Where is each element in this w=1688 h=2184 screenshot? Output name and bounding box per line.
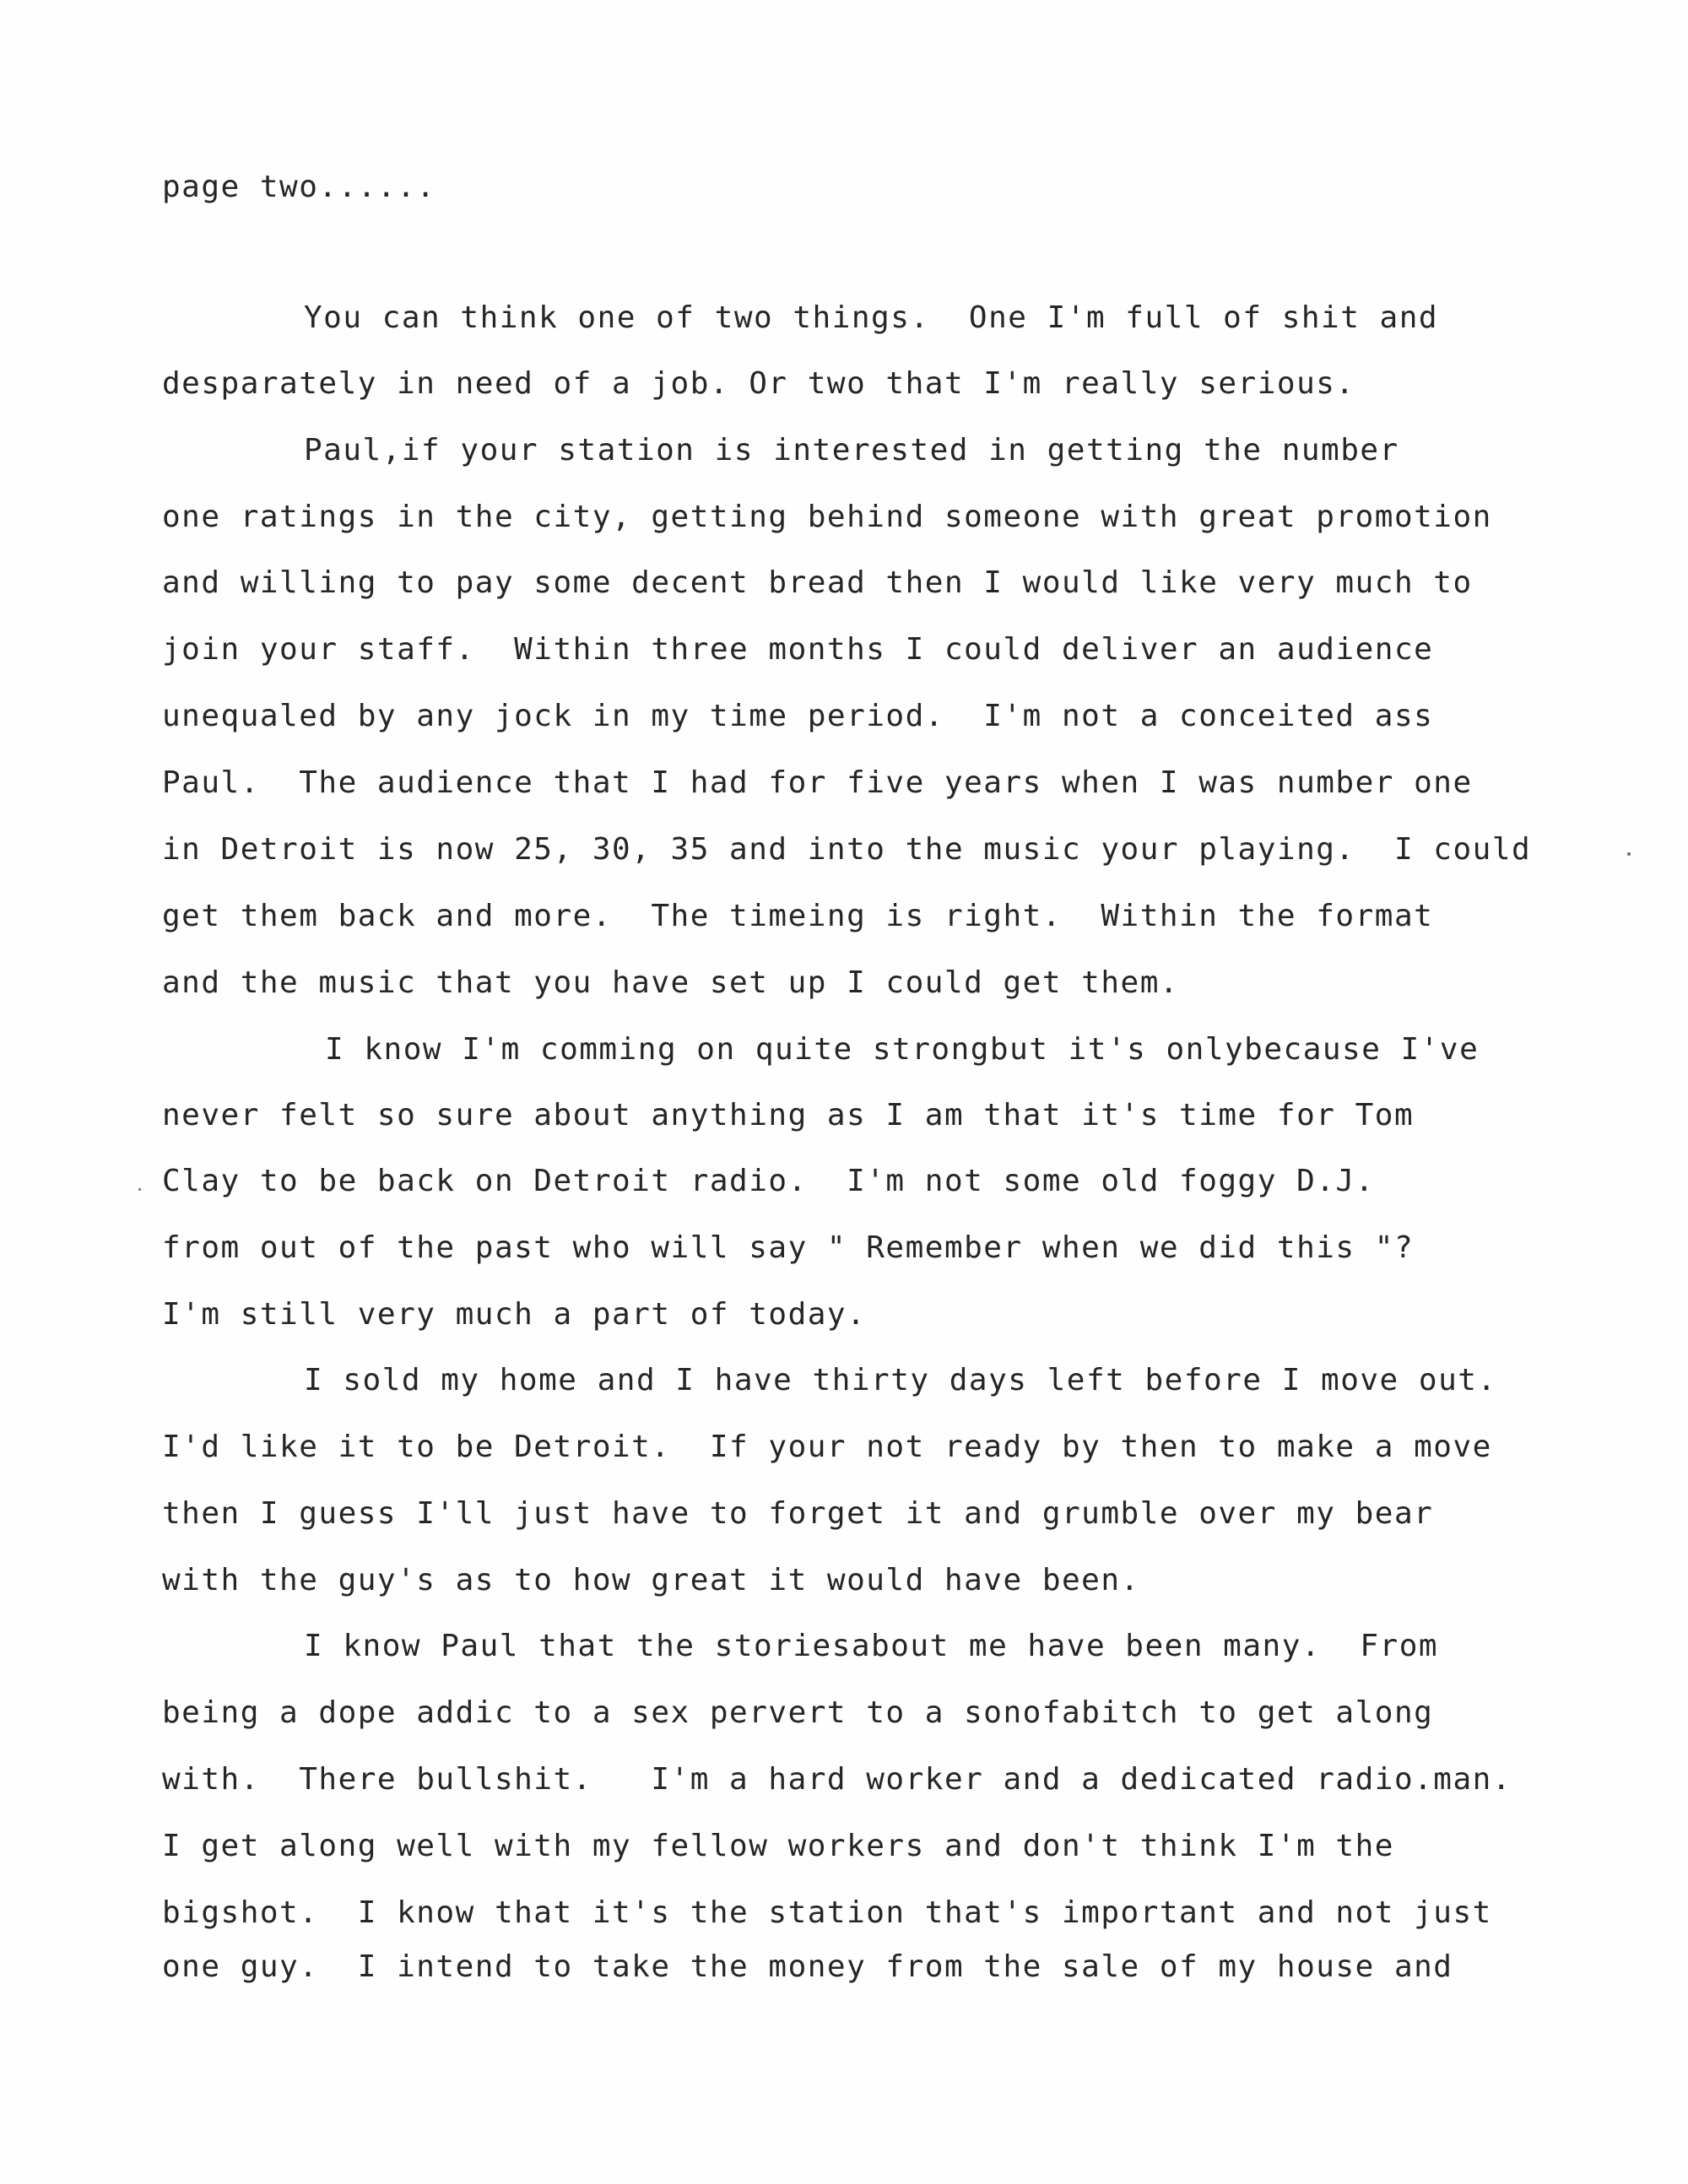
text-line: one ratings in the city, getting behind someone with great promotion: [162, 500, 1492, 534]
text-line: join your staff. Within three months I could deliver an audience: [162, 632, 1434, 667]
text-line: never felt so sure about anything as I am that it's time for Tom: [162, 1098, 1415, 1133]
text-line: I know Paul that the storiesabout me have been many. From: [304, 1629, 1439, 1663]
stray-ink-dot: [138, 1188, 141, 1191]
text-line: then I guess I'll just have to forget it and grumble over my bear: [162, 1496, 1434, 1531]
text-line: one guy. I intend to take the money from the sale of my house and: [162, 1949, 1453, 1984]
text-line: and the music that you have set up I could get them.: [162, 965, 1180, 1000]
text-line: being a dope addic to a sex pervert to a sonofabitch to get along: [162, 1695, 1434, 1730]
text-line: get them back and more. The timeing is right. Within the format: [162, 899, 1434, 933]
text-line: Paul,if your station is interested in getting the number: [304, 433, 1399, 468]
text-line: Paul. The audience that I had for five years when I was number one: [162, 765, 1473, 800]
text-line: I know I'm comming on quite strongbut it's onlybecause I've: [325, 1032, 1480, 1067]
text-line: from out of the past who will say " Remember when we did this "?: [162, 1230, 1415, 1265]
text-line: I'd like it to be Detroit. If your not ready by then to make a move: [162, 1430, 1492, 1464]
text-line: I sold my home and I have thirty days left before I move out.: [304, 1363, 1497, 1397]
page-header: page two......: [162, 170, 436, 204]
text-line: You can think one of two things. One I'm full of shit and: [304, 300, 1439, 335]
text-line: Clay to be back on Detroit radio. I'm not some old foggy D.J.: [162, 1164, 1375, 1198]
text-line: with. There bullshit. I'm a hard worker and a dedicated radio.man.: [162, 1762, 1512, 1797]
text-line: desparately in need of a job. Or two that I'm really serious.: [162, 366, 1355, 401]
text-line: and willing to pay some decent bread then I would like very much to: [162, 565, 1473, 600]
text-line: with the guy's as to how great it would have been.: [162, 1563, 1140, 1597]
text-line: I get along well with my fellow workers and don't think I'm the: [162, 1829, 1394, 1863]
stray-ink-dot: [1627, 852, 1631, 856]
text-line: in Detroit is now 25, 30, 35 and into the music your playing. I could: [162, 832, 1532, 867]
text-line: unequaled by any jock in my time period. I'm not a conceited ass: [162, 699, 1434, 733]
text-line: I'm still very much a part of today.: [162, 1297, 867, 1332]
text-line: bigshot. I know that it's the station that's important and not just: [162, 1895, 1492, 1930]
